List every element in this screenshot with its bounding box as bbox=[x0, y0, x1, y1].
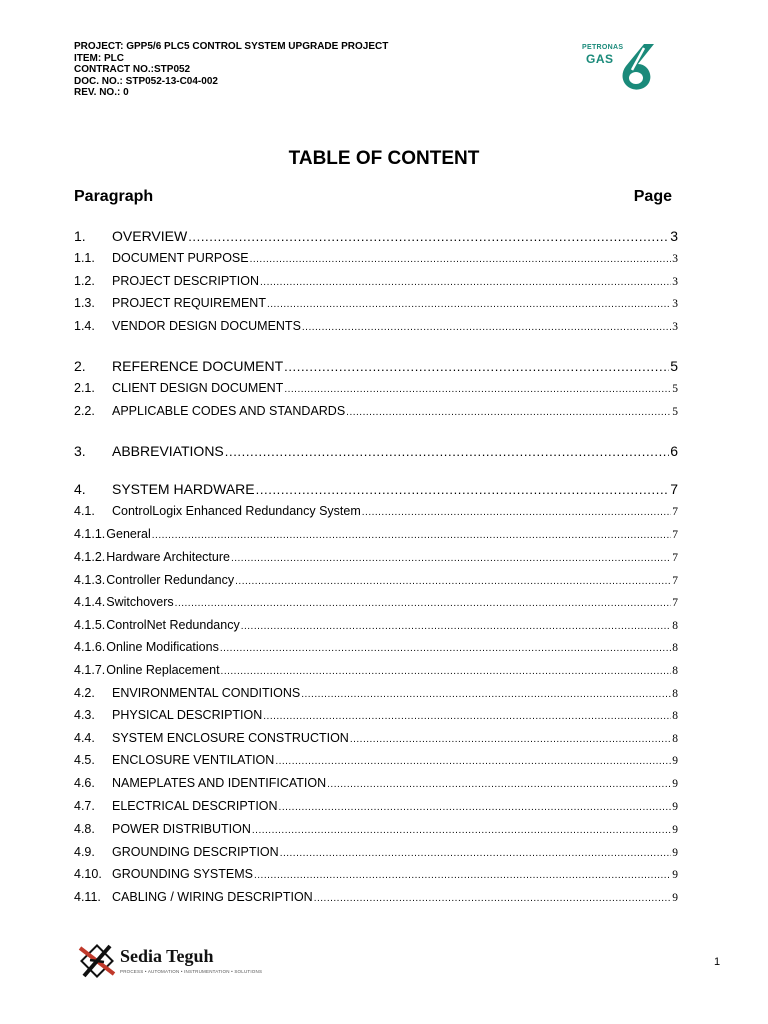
toc-entry-number: 1. bbox=[74, 228, 86, 244]
toc-dot-leader bbox=[231, 553, 671, 564]
petronas-drop-icon bbox=[614, 42, 658, 92]
toc-entry-page: 7 bbox=[672, 506, 678, 518]
company-tagline: PROCESS • AUTOMATION • INSTRUMENTATION • SOLUTIONS bbox=[120, 969, 263, 974]
toc-dot-leader bbox=[220, 643, 671, 654]
toc-dot-leader bbox=[188, 229, 669, 244]
toc-dot-leader bbox=[152, 530, 671, 541]
toc-dot-leader bbox=[221, 666, 672, 677]
toc-entry-page: 7 bbox=[672, 552, 678, 564]
toc-entry-label: General bbox=[106, 527, 151, 541]
toc-dot-leader bbox=[327, 779, 671, 790]
toc-entry-page: 9 bbox=[672, 824, 678, 836]
toc-entry-label: PROJECT REQUIREMENT bbox=[112, 296, 266, 310]
toc-dot-leader bbox=[250, 254, 672, 265]
toc-entry[interactable] bbox=[74, 296, 678, 310]
sedia-teguh-emblem-icon bbox=[76, 940, 118, 982]
toc-entry-page: 6 bbox=[670, 443, 678, 459]
toc-entry[interactable] bbox=[74, 550, 678, 564]
item-line: ITEM: PLC bbox=[74, 52, 124, 64]
logo-brand-small: PETRONAS bbox=[582, 44, 624, 51]
toc-entry-number: 4.4. bbox=[74, 731, 95, 745]
toc-entry-page: 8 bbox=[672, 642, 678, 654]
toc-entry-label: ELECTRICAL DESCRIPTION bbox=[112, 799, 278, 813]
toc-entry[interactable] bbox=[74, 595, 678, 609]
toc-dot-leader bbox=[241, 621, 672, 632]
toc-entry[interactable] bbox=[74, 890, 678, 904]
toc-entry[interactable] bbox=[74, 527, 678, 541]
revision-line: REV. NO.: 0 bbox=[74, 87, 129, 98]
logo-brand-big: GAS bbox=[586, 52, 614, 66]
toc-entry-number: 2. bbox=[74, 358, 86, 374]
toc-entry-label: DOCUMENT PURPOSE bbox=[112, 251, 249, 265]
toc-entry-label: REFERENCE DOCUMENT bbox=[112, 358, 284, 374]
toc-entry-page: 3 bbox=[672, 276, 678, 288]
toc-entry-number: 4.1.7. bbox=[74, 663, 106, 677]
toc-entry[interactable] bbox=[74, 845, 678, 859]
toc-entry-page: 7 bbox=[672, 575, 678, 587]
toc-entry-label: SYSTEM HARDWARE bbox=[112, 481, 255, 497]
toc-entry-label: ABBREVIATIONS bbox=[112, 443, 224, 459]
toc-entry-page: 8 bbox=[672, 665, 678, 677]
toc-entry-page: 7 bbox=[672, 597, 678, 609]
toc-entry-label: Switchovers bbox=[106, 595, 174, 609]
toc-entry-number: 4.8. bbox=[74, 822, 95, 836]
toc-entry-label: NAMEPLATES AND IDENTIFICATION bbox=[112, 776, 327, 790]
toc-entry[interactable] bbox=[74, 443, 678, 459]
toc-dot-leader bbox=[225, 444, 669, 459]
toc-entry-label: ENCLOSURE VENTILATION bbox=[112, 753, 275, 767]
toc-entry-number: 4.1.6. bbox=[74, 640, 106, 654]
toc-entry-number: 1.4. bbox=[74, 319, 95, 333]
toc-entry-number: 4.1.4. bbox=[74, 595, 106, 609]
toc-entry-label: VENDOR DESIGN DOCUMENTS bbox=[112, 319, 301, 333]
toc-dot-leader bbox=[275, 756, 671, 767]
toc-entry-label: PHYSICAL DESCRIPTION bbox=[112, 708, 263, 722]
toc-entry[interactable] bbox=[74, 481, 678, 497]
toc-entry-label: CABLING / WIRING DESCRIPTION bbox=[112, 890, 313, 904]
toc-entry-page: 9 bbox=[672, 755, 678, 767]
toc-entry[interactable] bbox=[74, 573, 678, 587]
toc-dot-leader bbox=[263, 711, 671, 722]
doc-number-line: DOC. NO.: STP052-13-C04-002 bbox=[74, 75, 218, 87]
toc-dot-leader bbox=[260, 277, 671, 288]
toc-entry-page: 9 bbox=[672, 847, 678, 859]
toc-entry-number: 4.2. bbox=[74, 686, 95, 700]
toc-entry[interactable] bbox=[74, 822, 678, 836]
toc-entry-number: 3. bbox=[74, 443, 86, 459]
toc-entry-number: 4.10. bbox=[74, 867, 102, 881]
toc-dot-leader bbox=[302, 322, 671, 333]
toc-dot-leader bbox=[314, 893, 672, 904]
toc-entry[interactable] bbox=[74, 640, 678, 654]
toc-dot-leader bbox=[235, 576, 671, 587]
toc-entry-label: SYSTEM ENCLOSURE CONSTRUCTION bbox=[112, 731, 349, 745]
toc-entry-label: Online Replacement bbox=[106, 663, 220, 677]
toc-entry-page: 9 bbox=[672, 801, 678, 813]
toc-entry-page: 5 bbox=[672, 406, 678, 418]
toc-entry-label: OVERVIEW bbox=[112, 228, 188, 244]
sedia-teguh-logo bbox=[76, 940, 263, 984]
toc-dot-leader bbox=[362, 507, 671, 518]
toc-entry-page: 9 bbox=[672, 778, 678, 790]
toc-entry[interactable] bbox=[74, 228, 678, 244]
toc-entry-label: POWER DISTRIBUTION bbox=[112, 822, 251, 836]
toc-entry-label: ControlLogix Enhanced Redundancy System bbox=[112, 504, 361, 518]
toc-entry-label: Hardware Architecture bbox=[106, 550, 230, 564]
toc-entry-label: PROJECT DESCRIPTION bbox=[112, 274, 260, 288]
toc-entry-label: GROUNDING SYSTEMS bbox=[112, 867, 253, 881]
toc-entry[interactable] bbox=[74, 618, 678, 632]
toc-entry-label: GROUNDING DESCRIPTION bbox=[112, 845, 279, 859]
toc-entry[interactable] bbox=[74, 251, 678, 265]
toc-entry-label: ControlNet Redundancy bbox=[106, 618, 240, 632]
toc-dot-leader bbox=[280, 848, 672, 859]
toc-entry-label: CLIENT DESIGN DOCUMENT bbox=[112, 381, 284, 395]
toc-dot-leader bbox=[346, 407, 671, 418]
toc-dot-leader bbox=[301, 689, 671, 700]
toc-entry-number: 4.9. bbox=[74, 845, 95, 859]
toc-entry-number: 4.1.2. bbox=[74, 550, 106, 564]
project-line: PROJECT: GPP5/6 PLC5 CONTROL SYSTEM UPGRADE PROJECT bbox=[74, 41, 389, 52]
toc-dot-leader bbox=[256, 482, 670, 497]
toc-entry-page: 9 bbox=[672, 869, 678, 881]
toc-entry-number: 4.1.3. bbox=[74, 573, 106, 587]
toc-entry-page: 3 bbox=[672, 298, 678, 310]
toc-entry[interactable] bbox=[74, 381, 678, 395]
toc-entry-number: 2.2. bbox=[74, 404, 95, 418]
toc-dot-leader bbox=[284, 384, 671, 395]
toc-entry-number: 4. bbox=[74, 481, 86, 497]
toc-entry-number: 2.1. bbox=[74, 381, 95, 395]
company-name: Sedia Teguh bbox=[120, 946, 214, 966]
toc-entry-label: ENVIRONMENTAL CONDITIONS bbox=[112, 686, 301, 700]
toc-entry[interactable] bbox=[74, 776, 678, 790]
toc-entry-page: 5 bbox=[670, 358, 678, 374]
toc-entry[interactable] bbox=[74, 867, 678, 881]
toc-entry[interactable] bbox=[74, 358, 678, 374]
toc-entry[interactable] bbox=[74, 753, 678, 767]
toc-entry-number: 4.1.1. bbox=[74, 527, 106, 541]
toc-entry-page: 5 bbox=[672, 383, 678, 395]
toc-entry-page: 8 bbox=[672, 733, 678, 745]
page-number: 1 bbox=[714, 956, 721, 968]
toc-dot-leader bbox=[350, 734, 671, 745]
toc-dot-leader bbox=[175, 598, 672, 609]
toc-entry[interactable] bbox=[74, 686, 678, 700]
toc-dot-leader bbox=[252, 825, 671, 836]
toc-entry-page: 3 bbox=[672, 253, 678, 265]
document-header bbox=[74, 41, 388, 99]
toc-entry-page: 8 bbox=[672, 688, 678, 700]
toc-entry-number: 4.11. bbox=[74, 890, 101, 904]
toc-entry-label: Controller Redundancy bbox=[106, 573, 235, 587]
toc-entry[interactable] bbox=[74, 274, 678, 288]
toc-entry-page: 3 bbox=[670, 228, 678, 244]
toc-entry-number: 1.3. bbox=[74, 296, 95, 310]
page-column-header: Page bbox=[633, 188, 672, 205]
toc-dot-leader bbox=[284, 359, 669, 374]
toc-entry-page: 7 bbox=[670, 481, 678, 497]
toc-entry-number: 4.3. bbox=[74, 708, 95, 722]
toc-entry[interactable] bbox=[74, 731, 678, 745]
toc-dot-leader bbox=[279, 802, 672, 813]
toc-entry[interactable] bbox=[74, 663, 678, 677]
toc-dot-leader bbox=[267, 299, 671, 310]
contract-line: CONTRACT NO.:STP052 bbox=[74, 64, 191, 75]
paragraph-column-header: Paragraph bbox=[74, 188, 154, 205]
toc-entry[interactable] bbox=[74, 319, 678, 333]
toc-entry-page: 9 bbox=[672, 892, 678, 904]
toc-entry-number: 4.5. bbox=[74, 753, 95, 767]
toc-entry-page: 7 bbox=[672, 529, 678, 541]
toc-entry-page: 8 bbox=[672, 620, 678, 632]
toc-entry-page: 8 bbox=[672, 710, 678, 722]
toc-entry[interactable] bbox=[74, 404, 678, 418]
petronas-gas-logo bbox=[580, 42, 660, 92]
toc-entry-label: APPLICABLE CODES AND STANDARDS bbox=[112, 404, 346, 418]
toc-entry[interactable] bbox=[74, 504, 678, 518]
toc-entry-label: Online Modifications bbox=[106, 640, 219, 654]
toc-entry-number: 4.1.5. bbox=[74, 618, 106, 632]
toc-entry-number: 1.2. bbox=[74, 274, 95, 288]
toc-entry[interactable] bbox=[74, 708, 678, 722]
page-title: TABLE OF CONTENT bbox=[288, 148, 480, 169]
toc-entry-number: 4.1. bbox=[74, 504, 95, 518]
toc-entry-number: 4.7. bbox=[74, 799, 95, 813]
toc-entry-page: 3 bbox=[672, 321, 678, 333]
toc-entry[interactable] bbox=[74, 799, 678, 813]
toc-entry-number: 1.1. bbox=[74, 251, 95, 265]
toc-dot-leader bbox=[254, 870, 671, 881]
toc-entry-number: 4.6. bbox=[74, 776, 95, 790]
